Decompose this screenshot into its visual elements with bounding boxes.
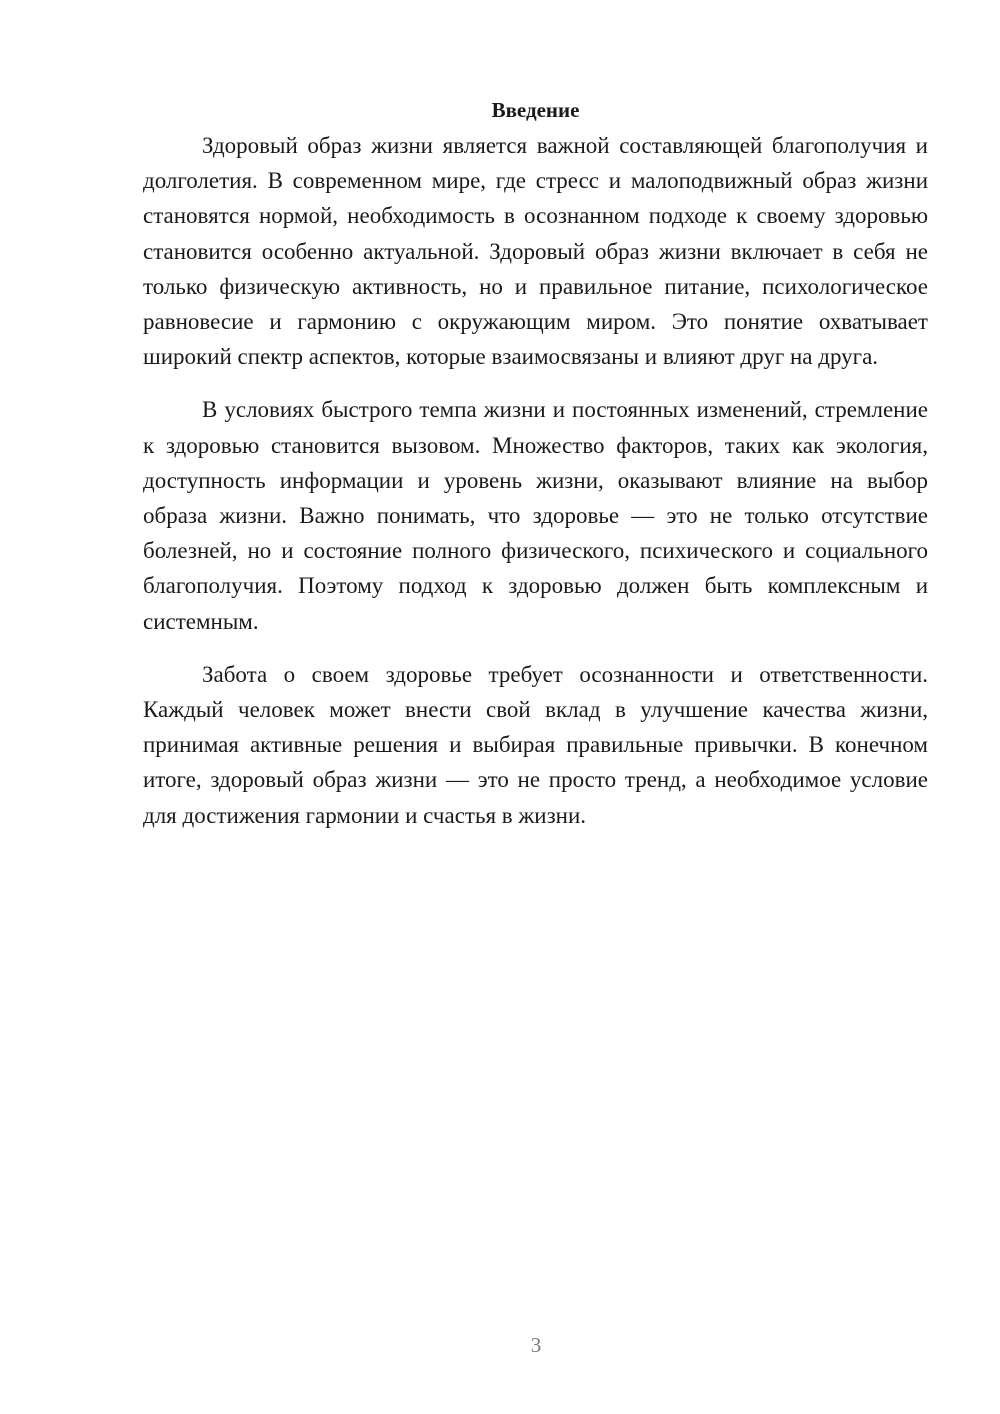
- paragraph-1: Здоровый образ жизни является важной составляющей благополучия и долголетия. В современном мире, где стресс и малоподвижный образ жизни становятся нормой, необходимость в осознанном подходе к своему здоровью становится особенно актуальной. Здоровый образ жизни включает в себя не только физическую активность, но и правильное питание, психологическое равновесие и гармонию с окружающим миром. Это понятие охватывает широкий спектр аспектов, которые взаимосвязаны и влияют друг на друга.: [143, 133, 928, 370]
- section-heading: Введение: [491, 98, 580, 122]
- page-content: [143, 93, 928, 833]
- paragraph-2: В условиях быстрого темпа жизни и постоянных изменений, стремление к здоровью становится вызовом. Множество факторов, таких как экология, доступность информации и уровень жизни, оказывают влияние на выбор образа жизни. Важно понимать, что здоровье — это не только отсутствие болезней, но и состояние полного физического, психического и социального благополучия. Поэтому подход к здоровью должен быть комплексным и системным.: [143, 397, 928, 634]
- page-number: 3: [530, 1333, 542, 1357]
- paragraph-3: Забота о своем здоровье требует осознанности и ответственности. Каждый человек может внести свой вклад в улучшение качества жизни, принимая активные решения и выбирая правильные привычки. В конечном итоге, здоровый образ жизни — это не просто тренд, а необходимое условие для достижения гармонии и счастья в жизни.: [143, 661, 928, 828]
